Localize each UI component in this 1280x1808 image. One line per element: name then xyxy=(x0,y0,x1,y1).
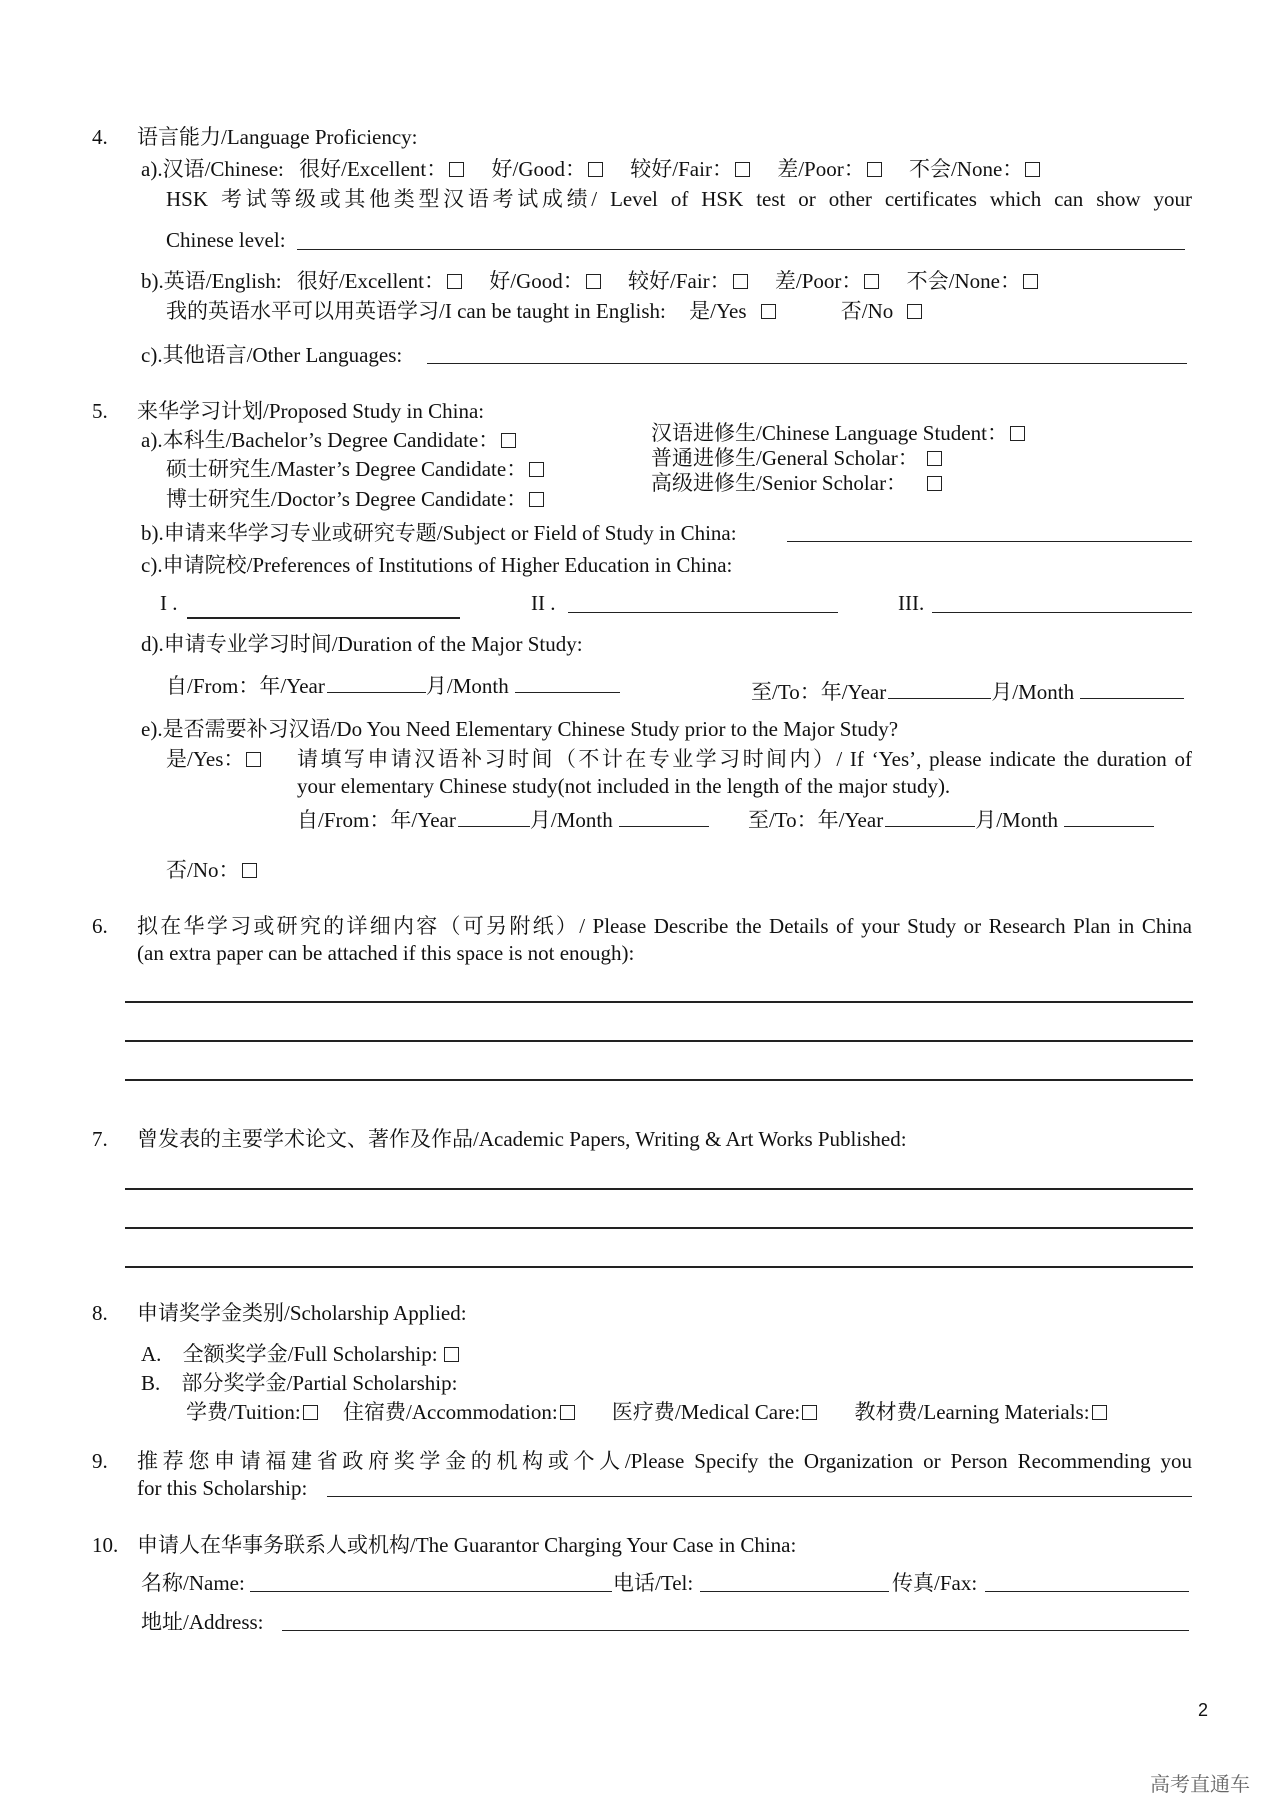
chinese-none-checkbox[interactable] xyxy=(1025,162,1040,177)
recommender-field[interactable] xyxy=(327,1496,1192,1497)
guarantor-tel-field[interactable] xyxy=(700,1591,889,1592)
elementary-to-month-label: 月/Month xyxy=(975,808,1059,832)
doctor-label: 博士研究生/Doctor’s Degree Candidate： xyxy=(166,487,528,511)
field-of-study-field[interactable] xyxy=(787,541,1192,542)
guarantor-address-label: 地址/Address: xyxy=(141,1610,264,1634)
institution-1-label: I . xyxy=(160,591,178,615)
chinese-language-student-checkbox[interactable] xyxy=(1010,426,1025,441)
watermark: 高考直通车 xyxy=(1150,1772,1250,1796)
institutions-label: c).申请院校/Preferences of Institutions of Higher Education in China: xyxy=(141,553,733,577)
english-good-checkbox[interactable] xyxy=(586,274,601,289)
publications-line-1[interactable] xyxy=(125,1188,1193,1190)
guarantor-name-field[interactable] xyxy=(250,1591,612,1592)
bachelor-option xyxy=(141,427,516,453)
major-from-month-field[interactable] xyxy=(515,674,620,693)
major-duration-label: d).申请专业学习时间/Duration of the Major Study: xyxy=(141,632,583,656)
tuition-label: 学费/Tuition: xyxy=(186,1400,301,1424)
doctor-checkbox[interactable] xyxy=(529,492,544,507)
chinese-label: a).汉语/Chinese: xyxy=(141,157,284,181)
option-a-marker: A. xyxy=(141,1342,162,1366)
guarantor-fax-label: 传真/Fax: xyxy=(892,1571,978,1595)
guarantor-tel-label: 电话/Tel: xyxy=(613,1571,694,1595)
chinese-poor-label: 差/Poor： xyxy=(777,157,865,181)
institution-3-field[interactable] xyxy=(932,612,1192,613)
accommodation-label: 住宿费/Accommodation: xyxy=(343,1400,558,1424)
partial-items-row xyxy=(186,1399,1107,1425)
full-scholarship-option xyxy=(141,1341,459,1367)
elementary-no-checkbox[interactable] xyxy=(242,863,257,878)
institution-2-field[interactable] xyxy=(568,612,838,613)
section-9-number: 9. xyxy=(92,1449,108,1473)
page-number: 2 xyxy=(1198,1700,1209,1720)
elementary-from-year-label: 自/From：年/Year xyxy=(297,808,456,832)
full-scholarship-checkbox[interactable] xyxy=(444,1347,459,1362)
elementary-no-label: 否/No： xyxy=(166,858,240,882)
recommender-label-line1: 推荐您申请福建省政府奖学金的机构或个人/Please Specify the Organization or Person Recommending you xyxy=(137,1449,1192,1473)
elementary-to-month-field[interactable] xyxy=(1064,808,1154,827)
master-label: 硕士研究生/Master’s Degree Candidate： xyxy=(166,457,528,481)
medical-care-label: 医疗费/Medical Care: xyxy=(611,1400,801,1424)
recommender-label-line2: for this Scholarship: xyxy=(137,1476,308,1500)
study-plan-line-1[interactable] xyxy=(125,1001,1193,1003)
bachelor-label: a).本科生/Bachelor’s Degree Candidate： xyxy=(141,428,500,452)
chinese-language-student-option xyxy=(651,420,1025,446)
institution-1-field[interactable] xyxy=(187,617,460,619)
english-excellent-label: 很好/Excellent： xyxy=(296,269,445,293)
chinese-good-checkbox[interactable] xyxy=(588,162,603,177)
english-fair-checkbox[interactable] xyxy=(733,274,748,289)
chinese-proficiency-row xyxy=(141,156,1040,182)
master-option xyxy=(166,456,544,482)
major-to-year-label: 至/To：年/Year xyxy=(751,680,887,704)
elementary-instruction-line2: your elementary Chinese study(not included in the length of the major study). xyxy=(297,774,951,798)
chinese-fair-checkbox[interactable] xyxy=(735,162,750,177)
elementary-duration-row xyxy=(297,807,1154,833)
other-languages-field[interactable] xyxy=(427,363,1187,364)
section-5-title: 来华学习计划/Proposed Study in China: xyxy=(137,399,485,423)
english-none-label: 不会/None： xyxy=(906,269,1021,293)
partial-scholarship-option xyxy=(141,1370,457,1396)
major-from-year-label: 自/From：年/Year xyxy=(166,674,325,698)
general-scholar-option xyxy=(651,445,942,471)
master-checkbox[interactable] xyxy=(529,462,544,477)
bachelor-checkbox[interactable] xyxy=(501,433,516,448)
senior-scholar-checkbox[interactable] xyxy=(927,476,942,491)
section-6-number: 6. xyxy=(92,914,108,938)
option-b-marker: B. xyxy=(141,1371,161,1395)
section-7-number: 7. xyxy=(92,1127,108,1151)
english-label: b).英语/English: xyxy=(141,269,282,293)
major-from-year-field[interactable] xyxy=(327,674,426,693)
scholarship-applied-label: 申请奖学金类别/Scholarship Applied: xyxy=(137,1301,467,1325)
section-5-number: 5. xyxy=(92,399,108,423)
section-8-number: 8. xyxy=(92,1301,108,1325)
elementary-yes-label: 是/Yes： xyxy=(166,747,245,771)
accommodation-checkbox[interactable] xyxy=(560,1405,575,1420)
elementary-to-year-label: 至/To：年/Year xyxy=(747,808,884,832)
major-from-row xyxy=(166,673,620,699)
senior-scholar-label: 高级进修生/Senior Scholar： xyxy=(651,471,908,495)
section-4-number: 4. xyxy=(92,125,108,149)
taught-english-no-checkbox[interactable] xyxy=(907,304,922,319)
english-fair-label: 较好/Fair： xyxy=(627,269,731,293)
general-scholar-label: 普通进修生/General Scholar： xyxy=(651,446,919,470)
elementary-chinese-question: e).是否需要补习汉语/Do You Need Elementary Chinese Study prior to the Major Study? xyxy=(141,717,899,741)
institution-2-label: II . xyxy=(531,591,556,615)
publications-line-2[interactable] xyxy=(125,1227,1193,1229)
guarantor-address-field[interactable] xyxy=(282,1630,1189,1631)
partial-scholarship-label: 部分奖学金/Partial Scholarship: xyxy=(181,1371,458,1395)
chinese-excellent-label: 很好/Excellent： xyxy=(299,157,448,181)
elementary-yes-option xyxy=(166,746,261,772)
major-from-month-label: 月/Month xyxy=(425,674,509,698)
english-none-checkbox[interactable] xyxy=(1023,274,1038,289)
major-to-row xyxy=(751,679,1184,705)
elementary-instruction-line1: 请填写申请汉语补习时间（不计在专业学习时间内）/ If ‘Yes’, please indicate the duration of xyxy=(297,747,1192,771)
taught-english-no-label: 否/No xyxy=(840,299,894,323)
chinese-none-label: 不会/None： xyxy=(908,157,1024,181)
guarantor-name-label: 名称/Name: xyxy=(141,1571,245,1595)
study-plan-line-3[interactable] xyxy=(125,1079,1193,1081)
major-to-year-field[interactable] xyxy=(888,680,991,699)
other-languages-label: c).其他语言/Other Languages: xyxy=(141,343,403,367)
guarantor-fax-field[interactable] xyxy=(985,1591,1189,1592)
chinese-excellent-checkbox[interactable] xyxy=(449,162,464,177)
taught-english-yes-checkbox[interactable] xyxy=(761,304,776,319)
major-to-month-label: 月/Month xyxy=(991,680,1075,704)
section-10-number: 10. xyxy=(92,1533,119,1557)
study-plan-label-line1: 拟在华学习或研究的详细内容（可另附纸）/ Please Describe the Details of your Study or Research Plan in China xyxy=(137,914,1192,938)
taught-english-row xyxy=(166,298,922,324)
study-plan-line-2[interactable] xyxy=(125,1040,1193,1042)
institution-3-label: III. xyxy=(898,591,925,615)
chinese-good-label: 好/Good： xyxy=(491,157,587,181)
full-scholarship-label: 全额奖学金/Full Scholarship: xyxy=(182,1342,438,1366)
english-poor-checkbox[interactable] xyxy=(864,274,879,289)
chinese-level-label: Chinese level: xyxy=(166,228,286,252)
elementary-no-option xyxy=(166,857,257,883)
doctor-option xyxy=(166,486,544,512)
english-poor-label: 差/Poor： xyxy=(774,269,863,293)
hsk-instruction: HSK 考试等级或其他类型汉语考试成绩/ Level of HSK test or other certificates which can show your xyxy=(166,187,1192,211)
major-to-month-field[interactable] xyxy=(1080,680,1184,699)
tuition-checkbox[interactable] xyxy=(303,1405,318,1420)
elementary-from-month-field[interactable] xyxy=(619,808,709,827)
section-4-title: 语言能力/Language Proficiency: xyxy=(137,125,418,149)
english-good-label: 好/Good： xyxy=(489,269,584,293)
chinese-poor-checkbox[interactable] xyxy=(867,162,882,177)
guarantor-label: 申请人在华事务联系人或机构/The Guarantor Charging Your Case in China: xyxy=(137,1533,797,1557)
taught-english-yes-label: 是/Yes xyxy=(689,299,747,323)
learning-materials-label: 教材费/Learning Materials: xyxy=(854,1400,1090,1424)
publications-line-3[interactable] xyxy=(125,1266,1193,1268)
study-plan-label-line2: (an extra paper can be attached if this space is not enough): xyxy=(137,941,635,965)
learning-materials-checkbox[interactable] xyxy=(1092,1405,1107,1420)
general-scholar-checkbox[interactable] xyxy=(927,451,942,466)
senior-scholar-option xyxy=(651,470,942,496)
chinese-language-student-label: 汉语进修生/Chinese Language Student： xyxy=(651,421,1008,445)
elementary-from-year-field[interactable] xyxy=(458,808,530,827)
medical-care-checkbox[interactable] xyxy=(802,1405,817,1420)
publications-label: 曾发表的主要学术论文、著作及作品/Academic Papers, Writing & Art Works Published: xyxy=(137,1127,907,1151)
chinese-level-field[interactable] xyxy=(297,249,1185,250)
chinese-fair-label: 较好/Fair： xyxy=(630,157,733,181)
elementary-yes-checkbox[interactable] xyxy=(246,752,261,767)
field-of-study-label: b).申请来华学习专业或研究专题/Subject or Field of Study in China: xyxy=(141,521,737,545)
english-excellent-checkbox[interactable] xyxy=(447,274,462,289)
taught-english-label: 我的英语水平可以用英语学习/I can be taught in English: xyxy=(166,299,666,323)
english-proficiency-row xyxy=(141,268,1038,294)
elementary-from-month-label: 月/Month xyxy=(529,808,613,832)
elementary-to-year-field[interactable] xyxy=(885,808,975,827)
